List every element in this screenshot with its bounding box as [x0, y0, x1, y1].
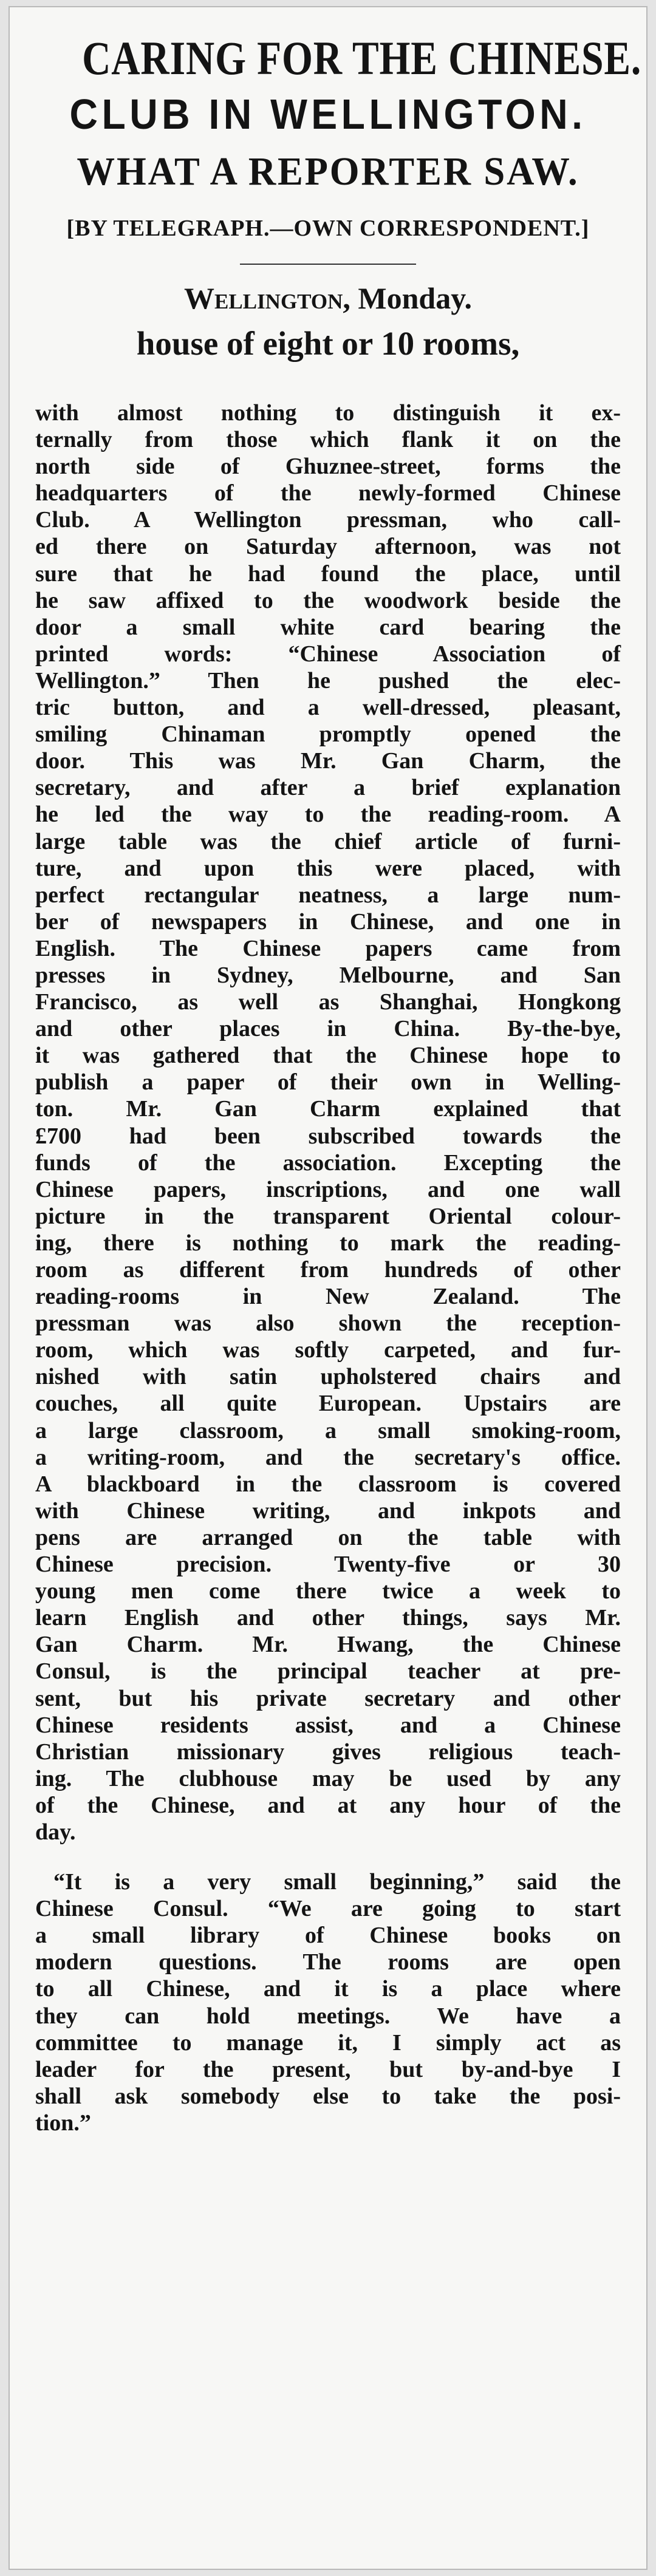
- body-paragraph-2: [35, 1869, 621, 2136]
- headline-primary: CARING FOR THE CHINESE.: [82, 32, 642, 84]
- text-line: Consul, is the principal teacher at pre-: [35, 1658, 621, 1685]
- text-line: ed there on Saturday afternoon, was not: [35, 534, 621, 560]
- text-line: ture, and upon this were placed, with: [35, 855, 621, 881]
- text-line: he saw affixed to the woodwork beside the: [35, 587, 621, 613]
- text-line: nished with satin upholstered chairs and: [35, 1364, 621, 1390]
- text-line: they can hold meetings. We have a: [35, 2003, 621, 2029]
- text-line: sure that he had found the place, until: [35, 561, 621, 587]
- text-line: presses in Sydney, Melbourne, and San: [35, 962, 621, 988]
- text-line: room as different from hundreds of other: [35, 1257, 621, 1283]
- text-line: with almost nothing to distinguish it ex-: [35, 400, 621, 426]
- text-line: door a small white card bearing the: [35, 614, 621, 640]
- text-line: Club. A Wellington pressman, who call-: [35, 507, 621, 533]
- text-line: Wellington.” Then he pushed the elec-: [35, 667, 621, 693]
- byline: [BY TELEGRAPH.—OWN CORRESPONDENT.]: [66, 216, 590, 241]
- text-line: pressman was also shown the reception-: [35, 1310, 621, 1337]
- text-line: printed words: “Chinese Association of: [35, 641, 621, 667]
- article: [10, 7, 646, 2136]
- headline-tertiary: WHAT A REPORTER SAW.: [77, 149, 579, 194]
- text-line: smiling Chinaman promptly opened the: [35, 721, 621, 748]
- text-line: it was gathered that the Chinese hope to: [35, 1043, 621, 1069]
- text-line: tric button, and a well-dressed, pleasant,: [35, 695, 621, 721]
- dateline-day: Monday.: [358, 281, 472, 315]
- text-line: he led the way to the reading-room. A: [35, 802, 621, 828]
- text-line: Chinese Consul. “We are going to start: [35, 1896, 621, 1922]
- text-line: Christian missionary gives religious teach-: [35, 1739, 621, 1765]
- text-line: a large classroom, a small smoking-room,: [35, 1417, 621, 1443]
- text-line: ton. Mr. Gan Charm explained that: [35, 1096, 621, 1122]
- text-line: “It is a very small beginning,” said the: [53, 1869, 621, 1895]
- text-line: English. The Chinese papers came from: [35, 935, 621, 961]
- text-line: ing. The clubhouse may be used by any: [35, 1765, 621, 1791]
- lead-phrase: house of eight or 10 rooms,: [136, 325, 520, 362]
- dateline: [35, 277, 621, 319]
- divider-rule: [240, 264, 416, 265]
- text-line: to all Chinese, and it is a place where: [35, 1976, 621, 2002]
- text-line: of the Chinese, and at any hour of the: [35, 1792, 621, 1818]
- text-line: ternally from those which flank it on the: [35, 427, 621, 453]
- text-line: Chinese residents assist, and a Chinese: [35, 1712, 621, 1738]
- text-line: shall ask somebody else to take the posi-: [35, 2083, 621, 2109]
- text-line: ing, there is nothing to mark the reading-: [35, 1230, 621, 1256]
- text-line: A blackboard in the classroom is covered: [35, 1471, 621, 1497]
- text-line: leader for the present, but by-and-bye I: [35, 2056, 621, 2082]
- text-line: modern questions. The rooms are open: [35, 1949, 621, 1975]
- text-line: and other places in China. By-the-bye,: [35, 1016, 621, 1042]
- text-line: day.: [35, 1819, 76, 1845]
- newspaper-clipping: [9, 6, 647, 2570]
- text-line: learn English and other things, says Mr.: [35, 1605, 621, 1631]
- text-line: secretary, and after a brief explanation: [35, 775, 621, 801]
- text-line: ber of newspapers in Chinese, and one in: [35, 908, 621, 935]
- text-line: picture in the transparent Oriental colour-: [35, 1203, 621, 1229]
- text-line: Chinese papers, inscriptions, and one wall: [35, 1176, 621, 1202]
- dateline-place: Wellington,: [184, 281, 350, 315]
- text-line: young men come there twice a week to: [35, 1578, 621, 1604]
- text-line: £700 had been subscribed towards the: [35, 1123, 621, 1149]
- text-line: Gan Charm. Mr. Hwang, the Chinese: [35, 1632, 621, 1658]
- text-line: north side of Ghuznee-street, forms the: [35, 454, 621, 480]
- text-line: tion.”: [35, 2110, 91, 2136]
- text-line: a small library of Chinese books on: [35, 1923, 621, 1949]
- text-line: perfect rectangular neatness, a large num-: [35, 882, 621, 908]
- text-line: funds of the association. Excepting the: [35, 1150, 621, 1176]
- text-line: committee to manage it, I simply act as: [35, 2029, 621, 2056]
- text-line: large table was the chief article of furni-: [35, 828, 621, 854]
- text-line: sent, but his private secretary and other: [35, 1685, 621, 1711]
- text-line: publish a paper of their own in Welling-: [35, 1069, 621, 1095]
- text-line: couches, all quite European. Upstairs are: [35, 1391, 621, 1417]
- text-line: door. This was Mr. Gan Charm, the: [35, 748, 621, 774]
- text-line: headquarters of the newly-formed Chinese: [35, 480, 621, 506]
- text-line: with Chinese writing, and inkpots and: [35, 1498, 621, 1524]
- text-line: pens are arranged on the table with: [35, 1524, 621, 1550]
- body-paragraph-1: [35, 400, 621, 1845]
- headline-secondary: CLUB IN WELLINGTON.: [69, 90, 587, 138]
- text-line: reading-rooms in New Zealand. The: [35, 1284, 621, 1310]
- text-line: Chinese precision. Twenty-five or 30: [35, 1552, 621, 1578]
- text-line: room, which was softly carpeted, and fur-: [35, 1337, 621, 1363]
- text-line: Francisco, as well as Shanghai, Hongkong: [35, 989, 621, 1015]
- text-line: a writing-room, and the secretary's office.: [35, 1444, 621, 1470]
